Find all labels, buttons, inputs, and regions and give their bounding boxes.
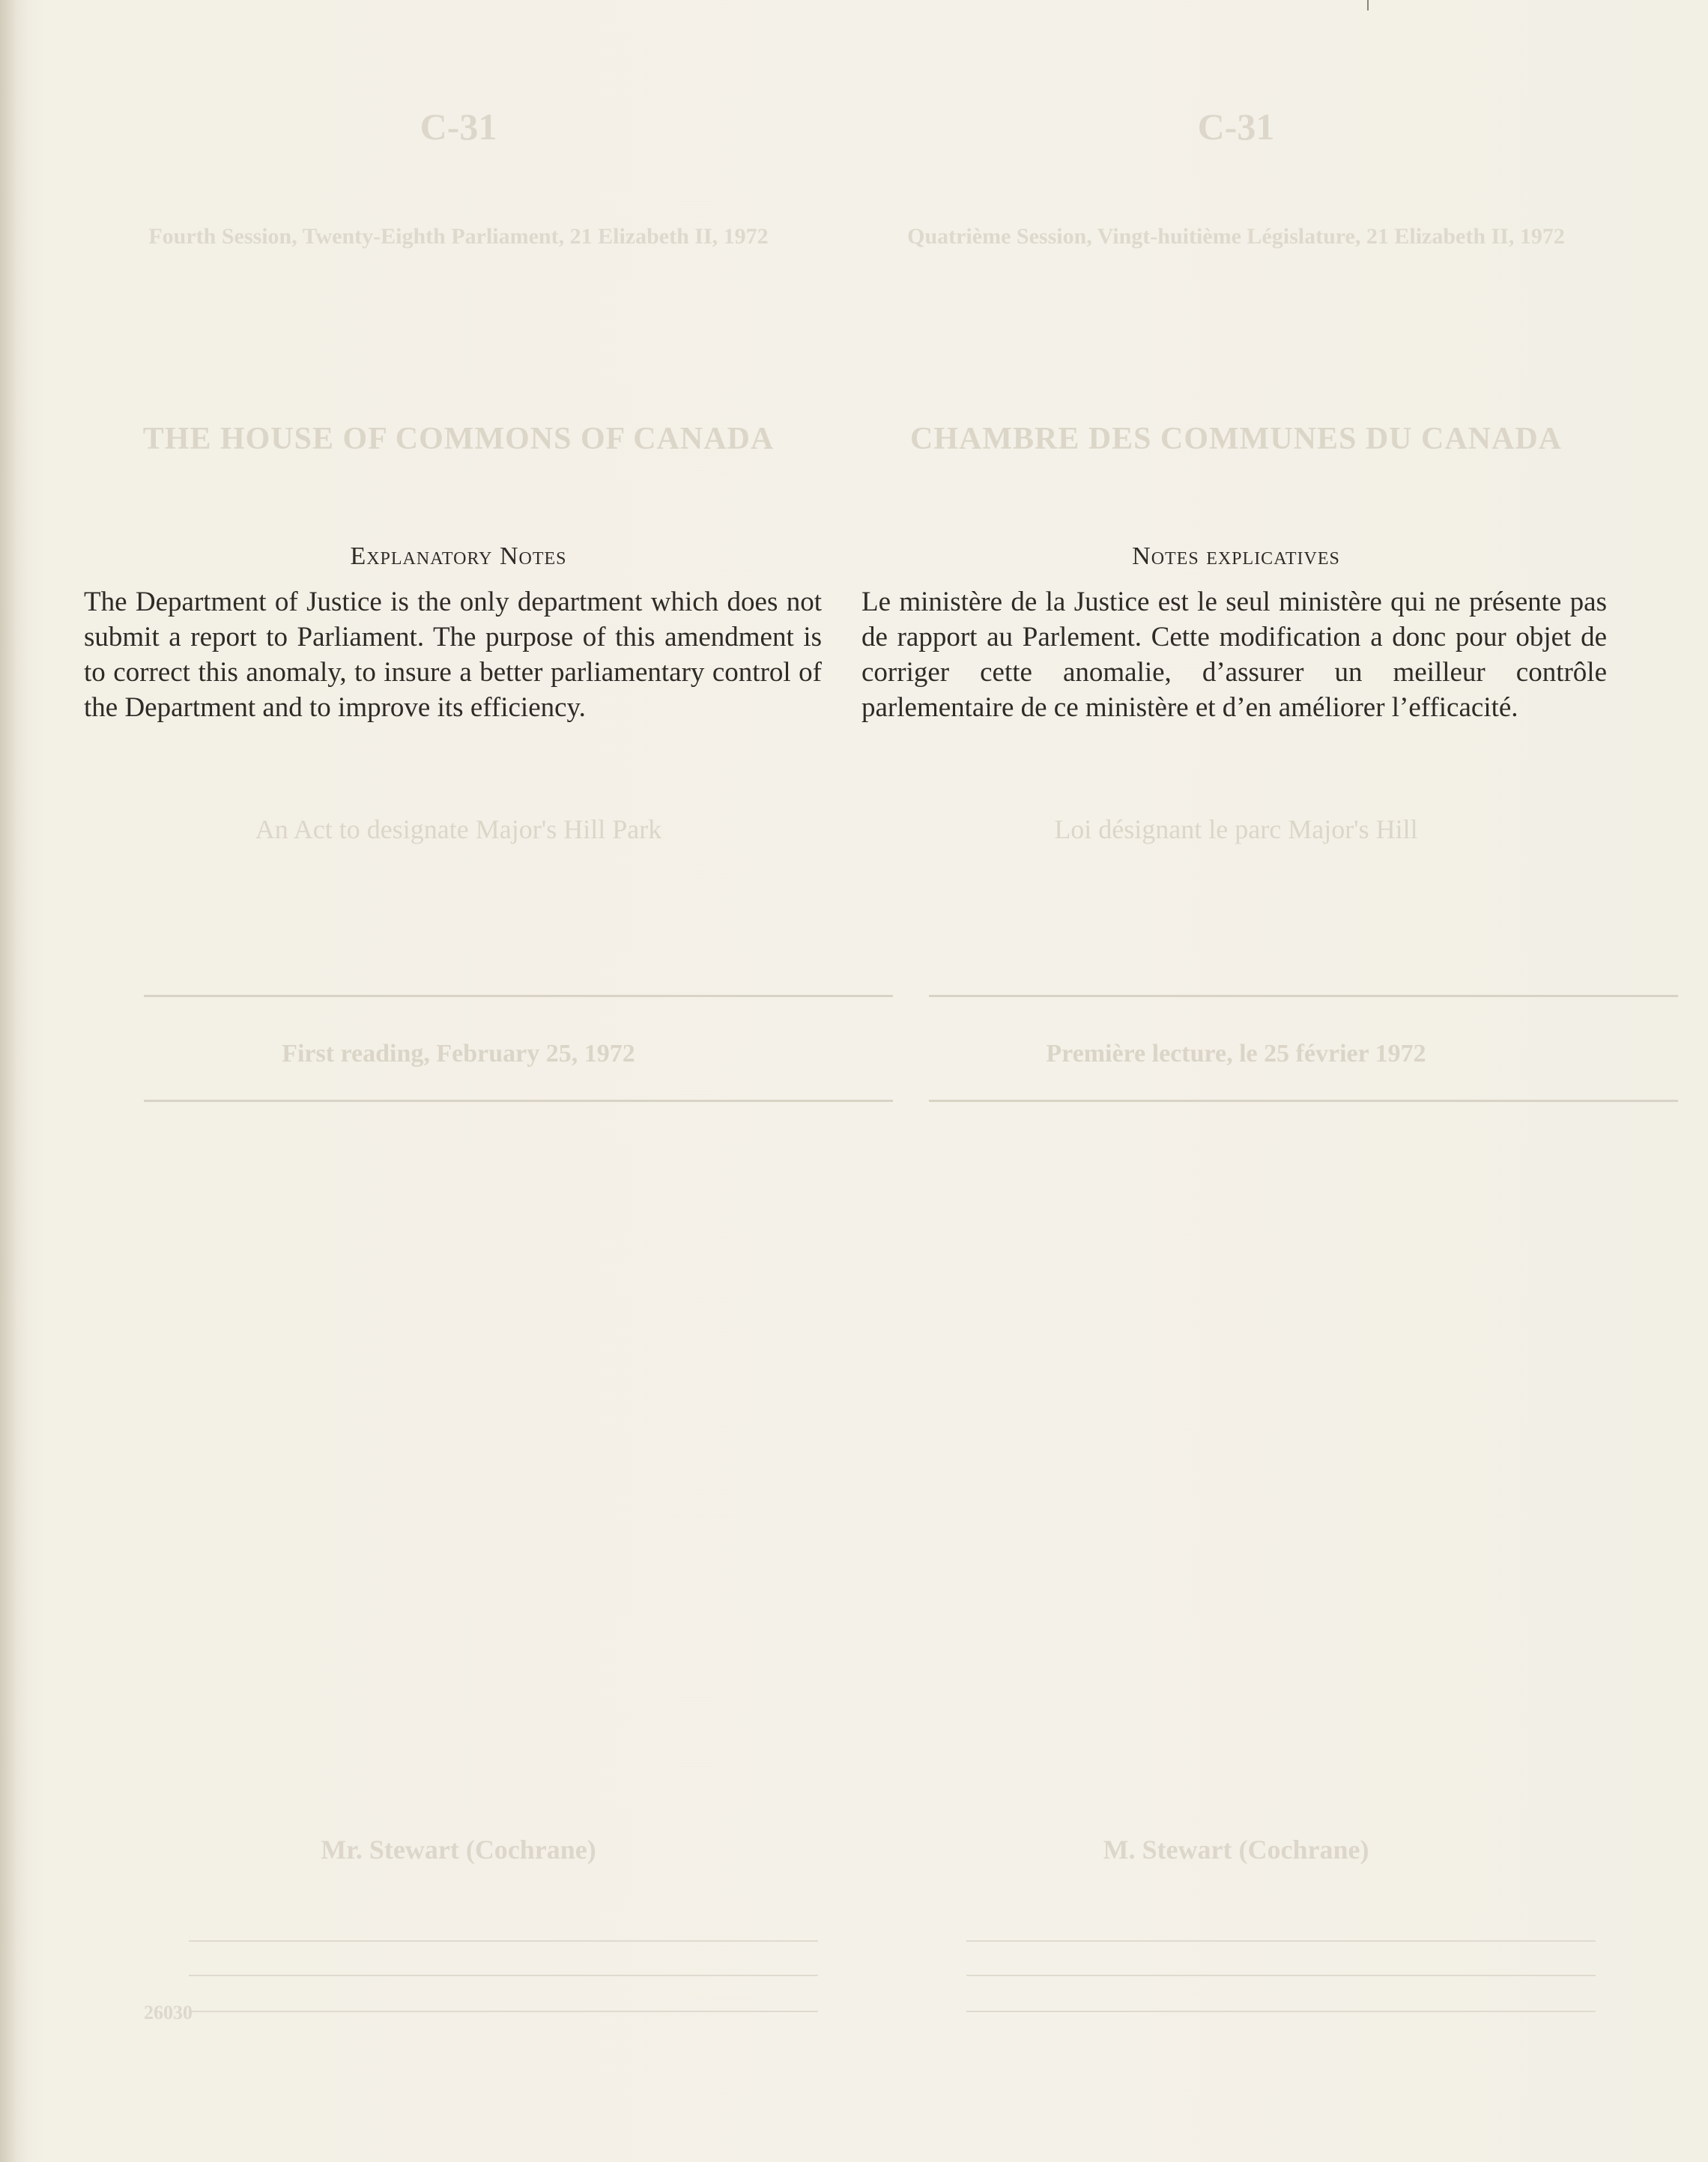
show-through-rule (144, 1100, 893, 1102)
show-through-house: THE HOUSE OF COMMONS OF CANADA (142, 422, 775, 456)
show-through-footline (189, 1940, 818, 1949)
show-through-session: Quatrième Session, Vingt-huitième Législature, 21 Elizabeth II, 1972 (907, 224, 1565, 249)
show-through-footline (966, 2011, 1596, 2020)
notes-explicatives-heading: Notes explicatives (1132, 542, 1340, 570)
show-through-sponsor: Mr. Stewart (Cochrane) (321, 1835, 596, 1865)
show-through-footline (189, 2011, 818, 2020)
show-through-rule (929, 995, 1678, 997)
english-column (84, 0, 833, 2162)
binding-shadow (0, 0, 28, 2162)
explanatory-notes-body: The Department of Justice is the only department which does not submit a report to Parliament. The purpose of this amendment is to correct this anomaly, to insure a better parliamentary control of the Department and to improve its efficiency. (84, 587, 822, 723)
show-through-code: 26030 (144, 2002, 193, 2023)
show-through-sponsor: M. Stewart (Cochrane) (1103, 1835, 1369, 1865)
notes-explicatives-body: Le ministère de la Justice est le seul ministère qui ne présente pas de rapport au Parlement. Cette modification a donc pour objet de corriger cette anomalie, d’assurer un meilleur contrôle parlementaire de ce ministère et d’en améliorer l’efficacité. (861, 587, 1607, 723)
show-through-act-title: Loi désignant le parc Major's Hill (1054, 814, 1418, 844)
show-through-bill-number: C-31 (420, 106, 497, 148)
show-through-session: Fourth Session, Twenty-Eighth Parliament, 21 Elizabeth II, 1972 (148, 224, 769, 249)
show-through-bill-number: C-31 (1197, 106, 1275, 148)
french-column (861, 0, 1611, 2162)
show-through-footline (966, 1975, 1596, 1984)
show-through-act-title: An Act to designate Major's Hill Park (255, 814, 662, 844)
show-through-footline (189, 1975, 818, 1984)
show-through-reading: Première lecture, le 25 février 1972 (1046, 1040, 1426, 1068)
explanatory-notes-heading: Explanatory Notes (350, 542, 567, 570)
show-through-reading: First reading, February 25, 1972 (282, 1040, 635, 1068)
show-through-rule (144, 995, 893, 997)
show-through-house: CHAMBRE DES COMMUNES DU CANADA (910, 422, 1562, 456)
show-through-rule (929, 1100, 1678, 1102)
show-through-footline (966, 1940, 1596, 1949)
